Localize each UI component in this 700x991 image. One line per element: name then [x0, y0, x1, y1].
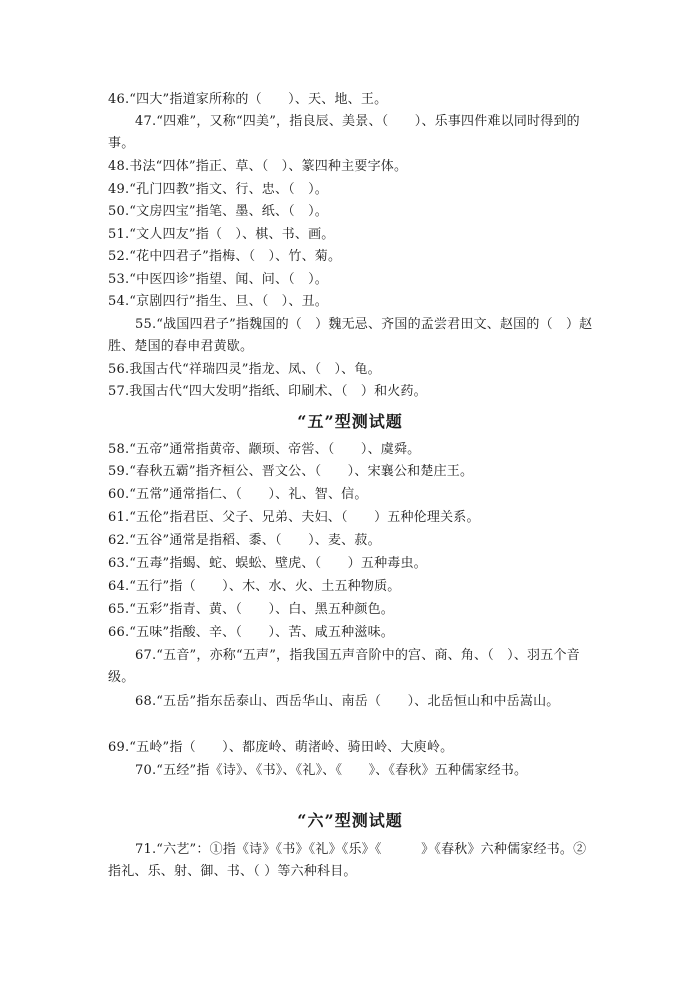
question-51: 51.“文人四友”指（ ）、棋、书、画。 [108, 227, 335, 242]
question-65: 65.“五彩”指青、黄、（ ）、白、黑五种颜色。 [108, 602, 394, 617]
question-57: 57.我国古代“四大发明”指纸、印刷术、（ ）和火药。 [108, 384, 427, 399]
question-53: 53.“中医四诊”指望、闻、问、（ ）。 [108, 272, 328, 287]
question-48: 48.书法“四体”指正、草、（ ）、篆四种主要字体。 [108, 159, 408, 174]
question-61: 61.“五伦”指君臣、父子、兄弟、夫妇、（ ）五种伦理关系。 [108, 510, 480, 525]
question-60: 60.“五常”通常指仁、（ ）、礼、智、信。 [108, 487, 368, 502]
question-68: 68.“五岳”指东岳泰山、西岳华山、南岳（ ）、北岳恒山和中岳嵩山。 [135, 694, 560, 709]
question-54: 54.“京剧四行”指生、旦、（ ）、丑。 [108, 294, 328, 309]
question-47: 47.“四难”，又称“四美”，指良辰、美景、（ ）、乐事四件难以同时得到的事。 [108, 114, 580, 151]
question-59: 59.“春秋五霸”指齐桓公、晋文公、（ ）、宋襄公和楚庄王。 [108, 464, 474, 479]
question-46: 46.“四大”指道家所称的（ ）、天、地、王。 [108, 92, 388, 107]
section-heading-six: “六”型测试题 [297, 811, 403, 830]
question-62: 62.“五谷”通常是指稻、黍、（ ）、麦、菽。 [108, 533, 381, 548]
question-55: 55.“战国四君子”指魏国的（ ）魏无忌、齐国的孟尝君田文、赵国的（ ）赵胜、楚国的春申君黄歇。 [108, 317, 593, 354]
question-52: 52.“花中四君子”指梅、（ ）、竹、菊。 [108, 249, 342, 264]
question-67: 67.“五音”，亦称“五声”，指我国五声音阶中的宫、商、角、（ ）、羽五个音级。 [108, 648, 580, 685]
question-63: 63.“五毒”指蝎、蛇、蜈蚣、壁虎、（ ）五种毒虫。 [108, 556, 427, 571]
question-49: 49.“孔门四教”指文、行、忠、（ ）。 [108, 182, 328, 197]
question-69: 69.“五岭”指（ ）、都庞岭、萌渚岭、骑田岭、大庾岭。 [108, 740, 454, 755]
question-71: 71.“六艺”：①指《诗》《书》《礼》《乐》《 》《春秋》六种儒家经书。②指礼、乐、射、御、书、（ ）等六种科目。 [108, 842, 587, 879]
question-70: 70.“五经”指《诗》、《书》、《礼》、《 》、《春秋》五种儒家经书。 [135, 763, 528, 778]
question-56: 56.我国古代“祥瑞四灵”指龙、凤、（ ）、龟。 [108, 362, 381, 377]
question-66: 66.“五味”指酸、辛、（ ）、苦、咸五种滋味。 [108, 625, 394, 640]
section-heading-five: “五”型测试题 [297, 412, 403, 431]
question-50: 50.“文房四宝”指笔、墨、纸、（ ）。 [108, 204, 328, 219]
question-58: 58.“五帝”通常指黄帝、颛顼、帝喾、（ ）、虞舜。 [108, 442, 421, 457]
question-64: 64.“五行”指（ ）、木、水、火、土五种物质。 [108, 579, 401, 594]
